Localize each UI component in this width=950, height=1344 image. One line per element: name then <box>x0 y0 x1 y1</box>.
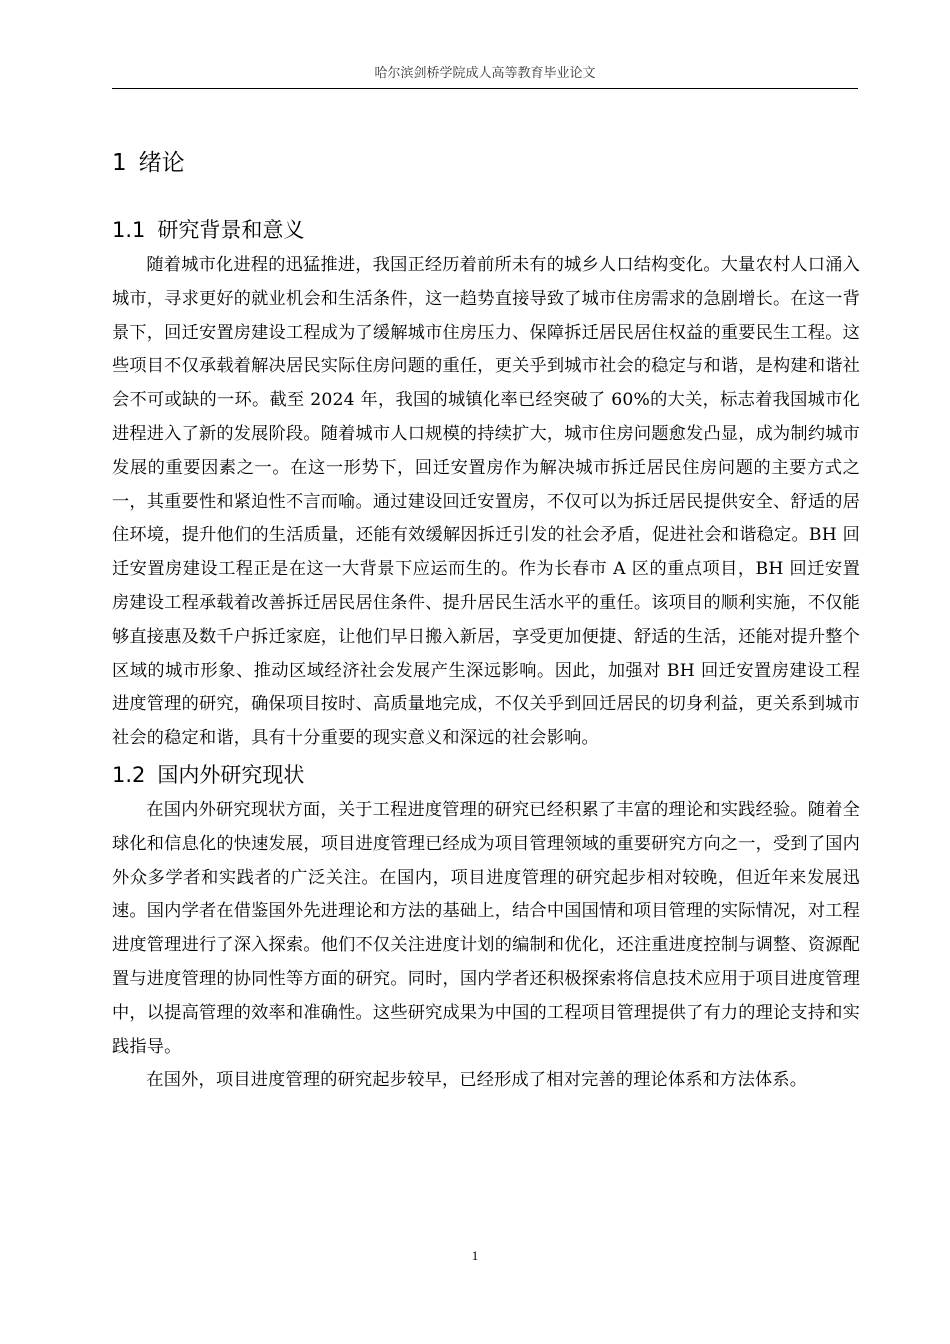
chapter-title <box>112 140 860 186</box>
chapter-number: 1 <box>112 150 127 176</box>
paragraph-background: 随着城市化进程的迅猛推进，我国正经历着前所未有的城乡人口结构变化。大量农村人口涌入城市，寻求更好的就业机会和生活条件，这一趋势直接导致了城市住房需求的急剧增长。在这一背景下，回迁安置房建设工程成为了缓解城市住房压力、保障拆迁居民居住权益的重要民生工程。这些项目不仅承载着解决居民实际住房问题的重任，更关乎到城市社会的稳定与和谐，是构建和谐社会不可或缺的一环。截至 2024 年，我国的城镇化率已经突破了 60%的大关，标志着我国城市化进程进入了新的发展阶段。随着城市人口规模的持续扩大，城市住房问题愈发凸显，成为制约城市发展的重要因素之一。在这一形势下，回迁安置房作为解决城市拆迁居民住房问题的主要方式之一，其重要性和紧迫性不言而喻。通过建设回迁安置房，不仅可以为拆迁居民提供安全、舒适的居住环境，提升他们的生活质量，还能有效缓解因拆迁引发的社会矛盾，促进社会和谐稳定。BH 回迁安置房建设工程正是在这一大背景下应运而生的。作为长春市 A 区的重点项目，BH 回迁安置房建设工程承载着改善拆迁居民居住条件、提升居民生活水平的重任。该项目的顺利实施，不仅能够直接惠及数千户拆迁家庭，让他们早日搬入新居，享受更加便捷、舒适的生活，还能对提升整个区域的城市形象、推动区域经济社会发展产生深远影响。因此，加强对 BH 回迁安置房建设工程进度管理的研究，确保项目按时、高质量地完成，不仅关乎到回迁居民的切身利益，更关系到城市社会的稳定和谐，具有十分重要的现实意义和深远的社会影响。 <box>112 255 860 749</box>
section-title-research-status <box>112 756 860 794</box>
section-title-background <box>112 211 860 249</box>
paragraph-research-foreign: 在国外，项目进度管理的研究起步较早，已经形成了相对完善的理论体系和方法体系。 <box>146 1070 808 1091</box>
chapter-title-text: 绪论 <box>138 150 185 176</box>
section-title-text: 国内外研究现状 <box>157 762 305 787</box>
page-header: 哈尔滨剑桥学院成人高等教育毕业论文 <box>374 66 596 81</box>
section-title-text: 研究背景和意义 <box>157 218 305 242</box>
paragraph-research-domestic: 在国内外研究现状方面，关于工程进度管理的研究已经积累了丰富的理论和实践经验。随着全球化和信息化的快速发展，项目进度管理已经成为项目管理领域的重要研究方向之一，受到了国内外众多学者和实践者的广泛关注。在国内，项目进度管理的研究起步相对较晚，但近年来发展迅速。国内学者在借鉴国外先进理论和方法的基础上，结合中国国情和项目管理的实际情况，对工程进度管理进行了深入探索。他们不仅关注进度计划的编制和优化，还注重进度控制与调整、资源配置与进度管理的协同性等方面的研究。同时，国内学者还积极探索将信息技术应用于项目进度管理中，以提高管理的效率和准确性。这些研究成果为中国的工程项目管理提供了有力的理论支持和实践指导。 <box>112 799 860 1057</box>
section-number: 1.1 <box>112 218 146 242</box>
section-number: 1.2 <box>112 762 146 787</box>
page-number: 1 <box>471 1248 479 1263</box>
header-divider <box>112 88 858 89</box>
document-body <box>112 140 860 1098</box>
